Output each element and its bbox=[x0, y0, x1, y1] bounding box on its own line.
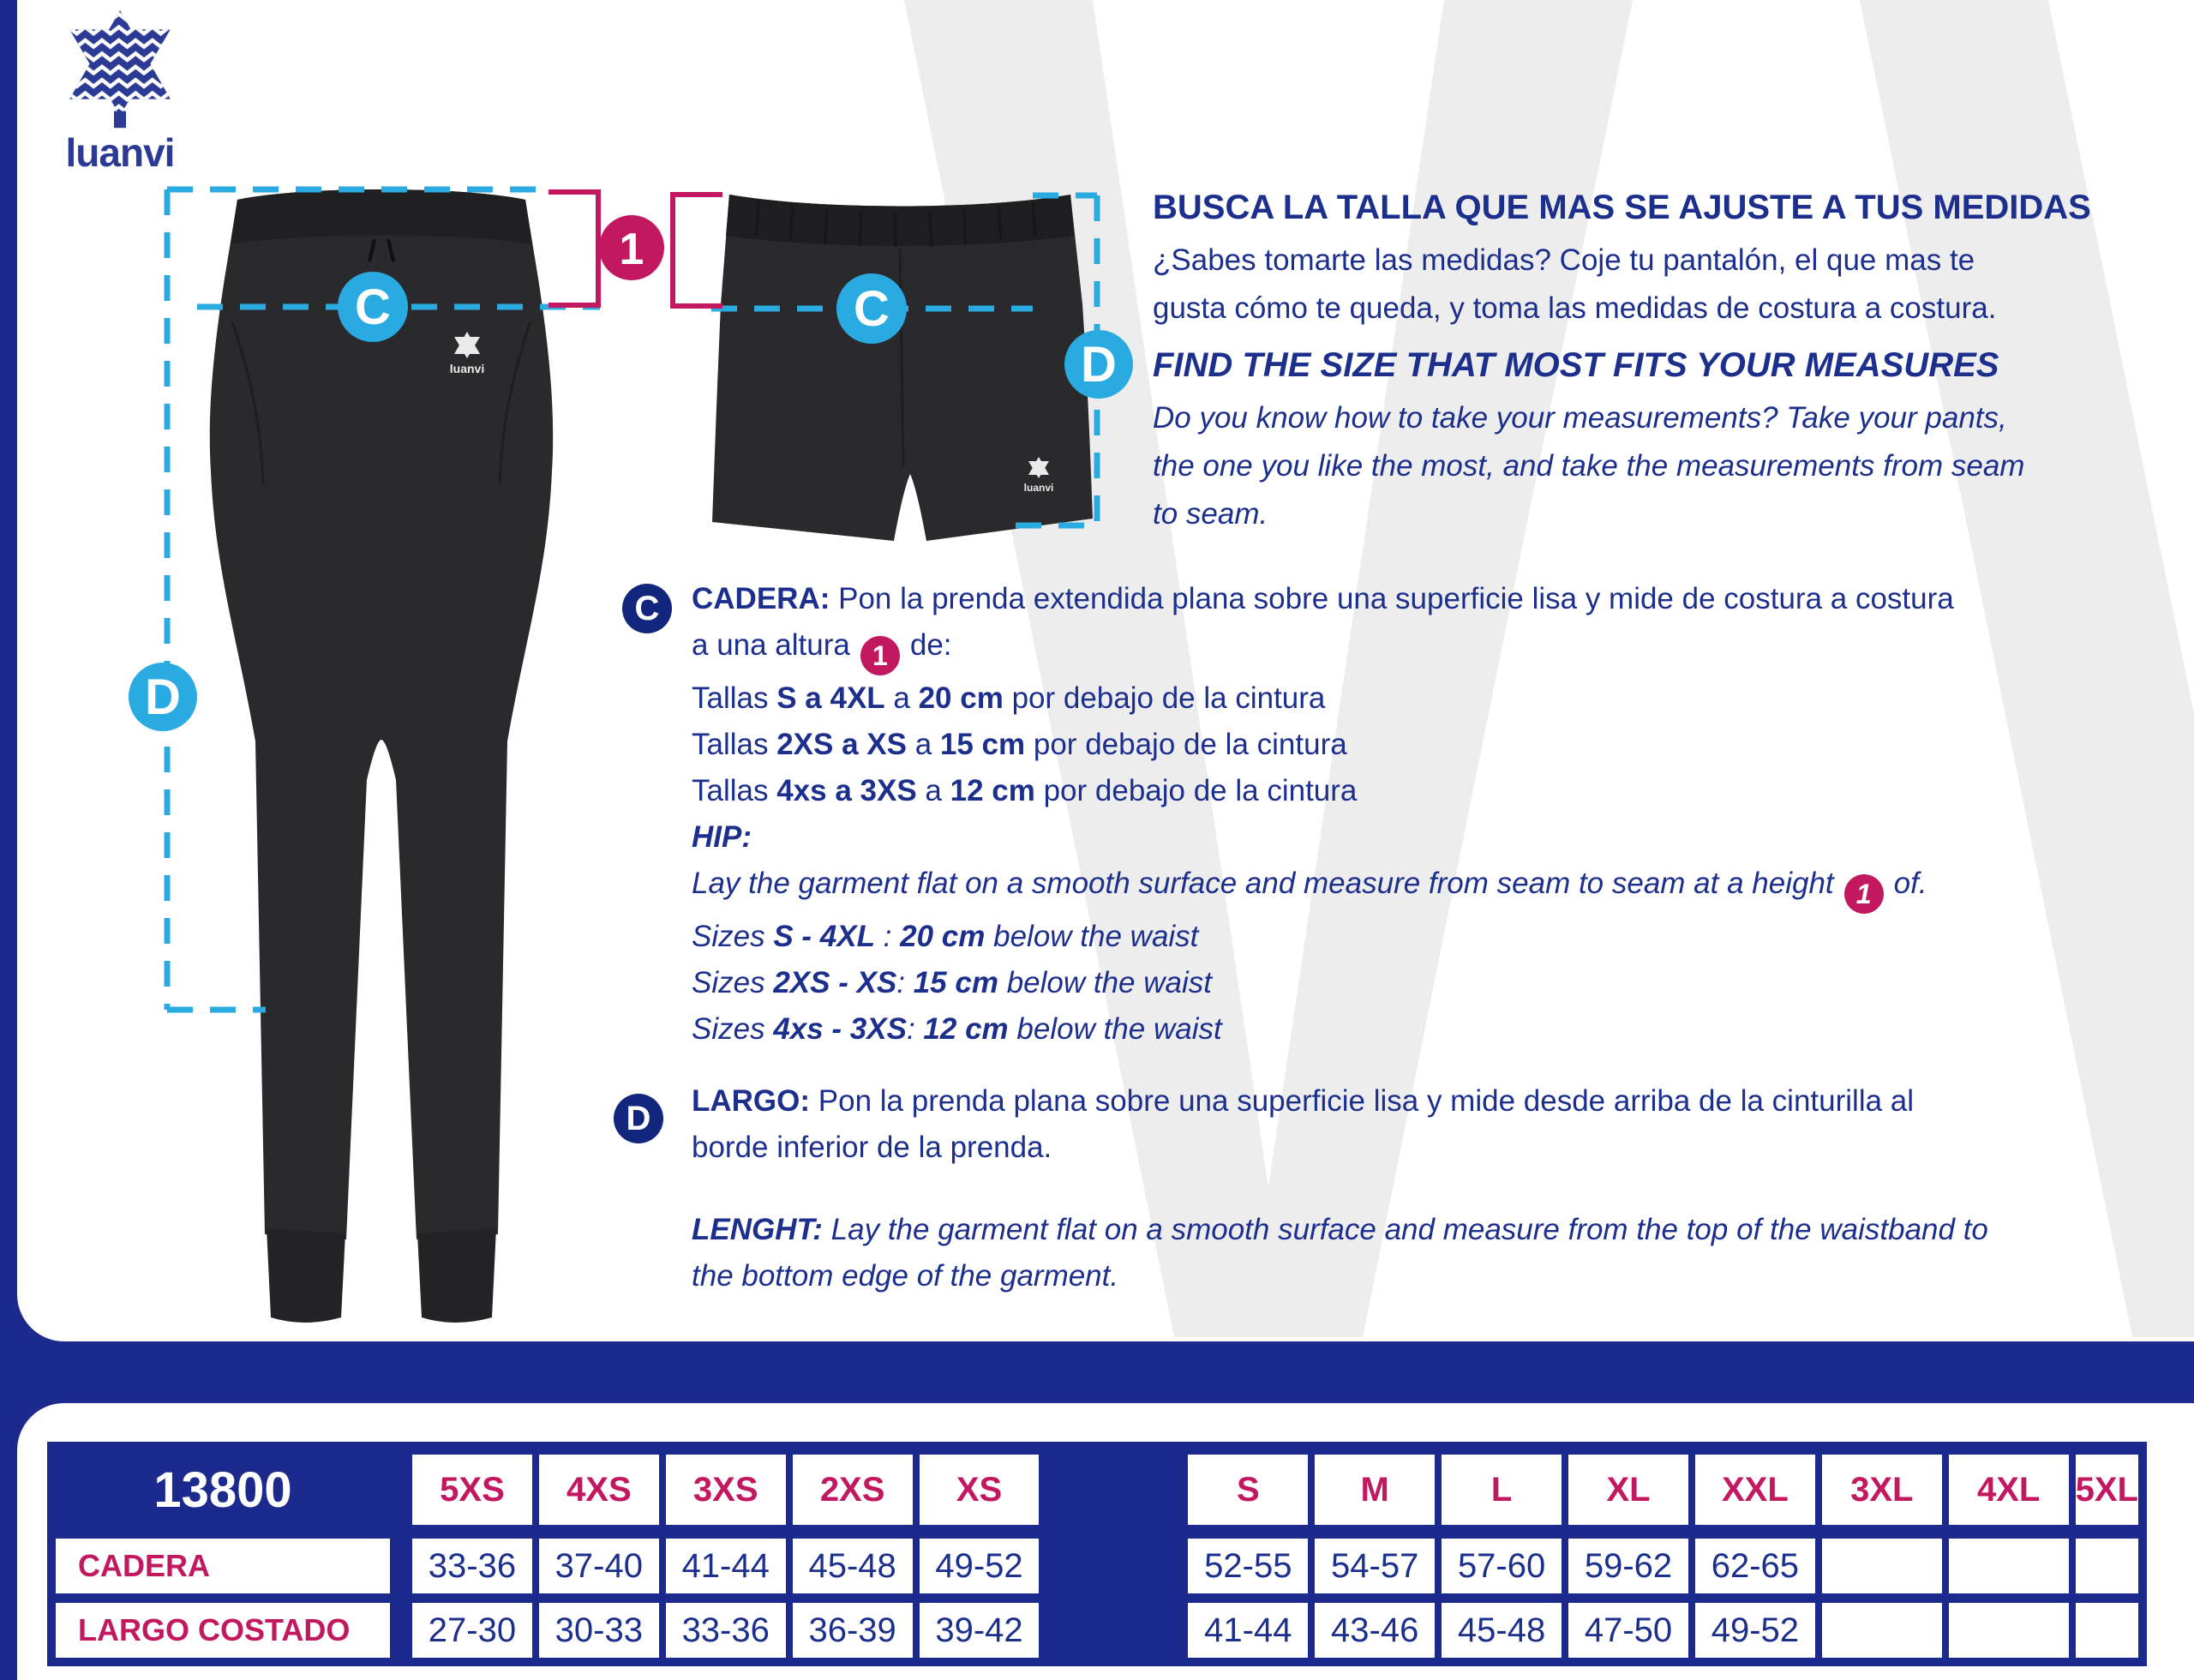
hip-line: Lay the garment flat on a smooth surface and measure from seam to seam at a height 1 of. bbox=[692, 861, 2183, 914]
cadera-value-cell: 57-60 bbox=[1442, 1539, 1562, 1593]
largo-costado-value-cell: 45-48 bbox=[1442, 1603, 1562, 1658]
hip-sizes-row: Sizes 2XS - XS: 15 cm below the waist bbox=[692, 966, 1212, 999]
size-header-cell: 4XL bbox=[1949, 1455, 2069, 1525]
cadera-value-cell: 54-57 bbox=[1315, 1539, 1435, 1593]
intro-spanish-title: BUSCA LA TALLA QUE MAS SE AJUSTE A TUS MEDIDAS bbox=[1153, 189, 2091, 226]
section-badge-d: D bbox=[614, 1094, 663, 1143]
cadera-value-cell bbox=[2076, 1539, 2138, 1593]
largo-costado-value-cell bbox=[2076, 1603, 2138, 1658]
cadera-line-1: CADERA: Pon la prenda extendida plana sobre una superficie lisa y mide de costura a costura bbox=[692, 582, 1954, 615]
cadera-value-cell bbox=[1949, 1539, 2069, 1593]
size-header-cell: M bbox=[1315, 1455, 1435, 1525]
left-edge-stripe bbox=[0, 0, 17, 1680]
lenght-line-2: the bottom edge of the garment. bbox=[692, 1259, 1119, 1293]
cadera-value-cell: 59-62 bbox=[1568, 1539, 1688, 1593]
size-table-section bbox=[17, 1403, 2194, 1680]
size-header-cell: 5XS bbox=[412, 1455, 532, 1525]
largo-costado-value-cell bbox=[1822, 1603, 1942, 1658]
cadera-value-cell bbox=[1822, 1539, 1942, 1593]
largo-costado-value-cell: 36-39 bbox=[793, 1603, 913, 1658]
largo-costado-value-cell bbox=[1949, 1603, 2069, 1658]
largo-costado-value-cell: 41-44 bbox=[1188, 1603, 1308, 1658]
largo-line-2: borde inferior de la prenda. bbox=[692, 1131, 1052, 1164]
svg-text:C: C bbox=[854, 281, 890, 337]
largo-line-1: LARGO: Pon la prenda plana sobre una superficie lisa y mide desde arriba de la cinturilla al bbox=[692, 1084, 1915, 1118]
largo-costado-value-cell: 49-52 bbox=[1695, 1603, 1815, 1658]
cadera-tallas-row: Tallas 4xs a 3XS a 12 cm por debajo de la cintura bbox=[692, 774, 1358, 807]
hip-sizes-row: Sizes S - 4XL : 20 cm below the waist bbox=[692, 920, 1199, 953]
svg-text:C: C bbox=[355, 279, 391, 335]
size-table bbox=[47, 1442, 2147, 1666]
marker-one bbox=[599, 215, 664, 280]
svg-text:1: 1 bbox=[619, 225, 644, 274]
largo-costado-value-cell: 27-30 bbox=[412, 1603, 532, 1658]
intro-english-line: Do you know how to take your measurements? Take your pants, bbox=[1153, 401, 2007, 435]
hip-sizes-row: Sizes 4xs - 3XS: 12 cm below the waist bbox=[692, 1012, 1222, 1046]
size-header-cell: 5XL bbox=[2076, 1455, 2138, 1525]
cadera-value-cell: 45-48 bbox=[793, 1539, 913, 1593]
svg-text:luanvi: luanvi bbox=[449, 362, 485, 375]
measurement-overlay bbox=[17, 0, 2194, 1337]
intro-english-title: FIND THE SIZE THAT MOST FITS YOUR MEASURES bbox=[1153, 346, 1999, 384]
inline-marker-one: 1 bbox=[860, 636, 900, 675]
size-header-cell: 4XS bbox=[539, 1455, 659, 1525]
size-header-cell: 3XS bbox=[666, 1455, 786, 1525]
intro-english-line: the one you like the most, and take the measurements from seam bbox=[1153, 449, 2025, 483]
largo-costado-value-cell: 43-46 bbox=[1315, 1603, 1435, 1658]
intro-spanish-line: ¿Sabes tomarte las medidas? Coje tu pantalón, el que mas te bbox=[1153, 243, 1975, 277]
svg-text:D: D bbox=[1081, 337, 1117, 393]
marker-d-pants bbox=[129, 663, 197, 731]
luanvi-logo-text: luanvi bbox=[65, 130, 175, 175]
size-header-cell: XS bbox=[920, 1455, 1040, 1525]
lenght-line-1: LENGHT: Lay the garment flat on a smooth surface and measure from the top of the waistband to bbox=[692, 1213, 1988, 1246]
largo-costado-value-cell: 33-36 bbox=[666, 1603, 786, 1658]
cadera-value-cell: 52-55 bbox=[1188, 1539, 1308, 1593]
intro-english-line: to seam. bbox=[1153, 497, 1268, 531]
largo-costado-value-cell: 47-50 bbox=[1568, 1603, 1688, 1658]
marker-c-shorts bbox=[836, 273, 907, 344]
cadera-tallas-row: Tallas 2XS a XS a 15 cm por debajo de la cintura bbox=[692, 728, 1347, 761]
cadera-tallas-row: Tallas S a 4XL a 20 cm por debajo de la cintura bbox=[692, 681, 1326, 715]
size-header-cell: 3XL bbox=[1822, 1455, 1942, 1525]
cadera-value-cell: 33-36 bbox=[412, 1539, 532, 1593]
marker-d-shorts bbox=[1064, 330, 1133, 399]
largo-costado-value-cell: 39-42 bbox=[920, 1603, 1040, 1658]
size-header-cell: 2XS bbox=[793, 1455, 913, 1525]
cadera-value-cell: 62-65 bbox=[1695, 1539, 1815, 1593]
product-code-cell: 13800 bbox=[153, 1461, 292, 1518]
size-header-cell: S bbox=[1188, 1455, 1308, 1525]
main-content-area bbox=[17, 0, 2194, 1341]
row-label-cadera: CADERA bbox=[56, 1539, 390, 1593]
hip-heading: HIP: bbox=[692, 820, 752, 854]
row-label-largo-costado: LARGO COSTADO bbox=[56, 1603, 390, 1658]
svg-text:luanvi: luanvi bbox=[1023, 482, 1054, 494]
cadera-value-cell: 41-44 bbox=[666, 1539, 786, 1593]
size-header-cell: XXL bbox=[1695, 1455, 1815, 1525]
size-header-cell: XL bbox=[1568, 1455, 1688, 1525]
marker-c-pants bbox=[338, 272, 408, 342]
size-header-cell: L bbox=[1442, 1455, 1562, 1525]
intro-spanish-line: gusta cómo te queda, y toma las medidas de costura a costura. bbox=[1153, 291, 1997, 325]
largo-costado-value-cell: 30-33 bbox=[539, 1603, 659, 1658]
height-bracket-shorts bbox=[673, 195, 722, 306]
section-badge-c: C bbox=[622, 584, 672, 633]
svg-text:D: D bbox=[145, 669, 181, 725]
cadera-line-2: a una altura 1 de: bbox=[692, 622, 2183, 675]
inline-marker-one: 1 bbox=[1844, 874, 1884, 914]
cadera-value-cell: 49-52 bbox=[920, 1539, 1040, 1593]
cadera-value-cell: 37-40 bbox=[539, 1539, 659, 1593]
height-bracket-pants bbox=[548, 192, 598, 305]
